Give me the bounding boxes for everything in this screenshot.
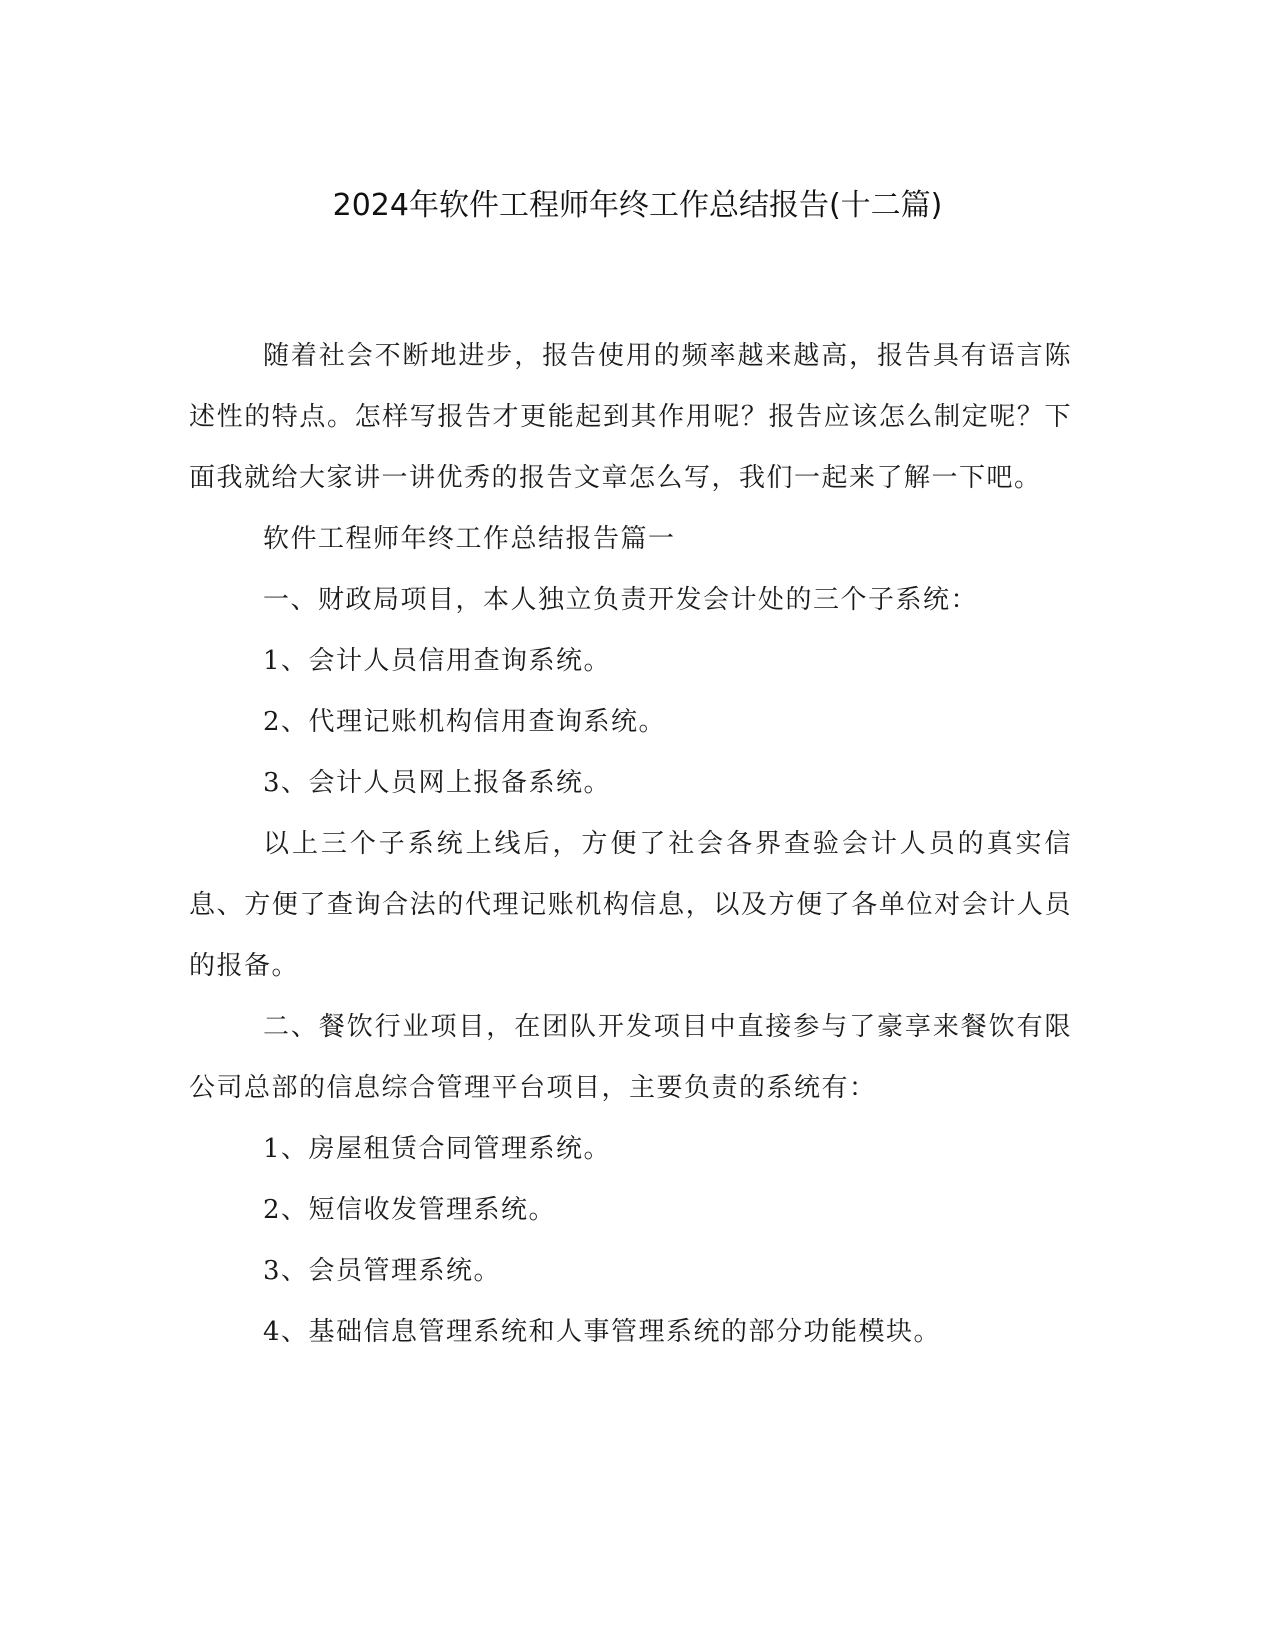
body-paragraph: 一、财政局项目，本人独立负责开发会计处的三个子系统： <box>263 585 979 615</box>
list-item: 4、基础信息管理系统和人事管理系统的部分功能模块。 <box>263 1317 942 1347</box>
body-paragraph: 以上三个子系统上线后，方便了社会各界查验会计人员的真实信息、方便了查询合法的代理记账机构信息，以及方便了各单位对会计人员的报备。 <box>189 829 1072 981</box>
intro-paragraph: 随着社会不断地进步，报告使用的频率越来越高，报告具有语言陈述性的特点。怎样写报告才更能起到其作用呢？报告应该怎么制定呢？下面我就给大家讲一讲优秀的报告文章怎么写，我们一起来了解一下吧。 <box>189 341 1072 493</box>
list-item: 3、会计人员网上报备系统。 <box>263 768 612 798</box>
list-item: 1、会计人员信用查询系统。 <box>263 646 612 676</box>
document-body <box>189 326 1072 1363</box>
list-item: 2、代理记账机构信用查询系统。 <box>263 707 667 737</box>
body-paragraph: 二、餐饮行业项目，在团队开发项目中直接参与了豪享来餐饮有限公司总部的信息综合管理平台项目，主要负责的系统有： <box>189 1012 1072 1103</box>
list-item: 2、短信收发管理系统。 <box>263 1195 557 1225</box>
list-item: 3、会员管理系统。 <box>263 1256 502 1286</box>
list-item: 1、房屋租赁合同管理系统。 <box>263 1134 612 1164</box>
section-heading: 软件工程师年终工作总结报告篇一 <box>263 524 676 554</box>
document-title: 2024年软件工程师年终工作总结报告(十二篇) <box>332 188 943 223</box>
